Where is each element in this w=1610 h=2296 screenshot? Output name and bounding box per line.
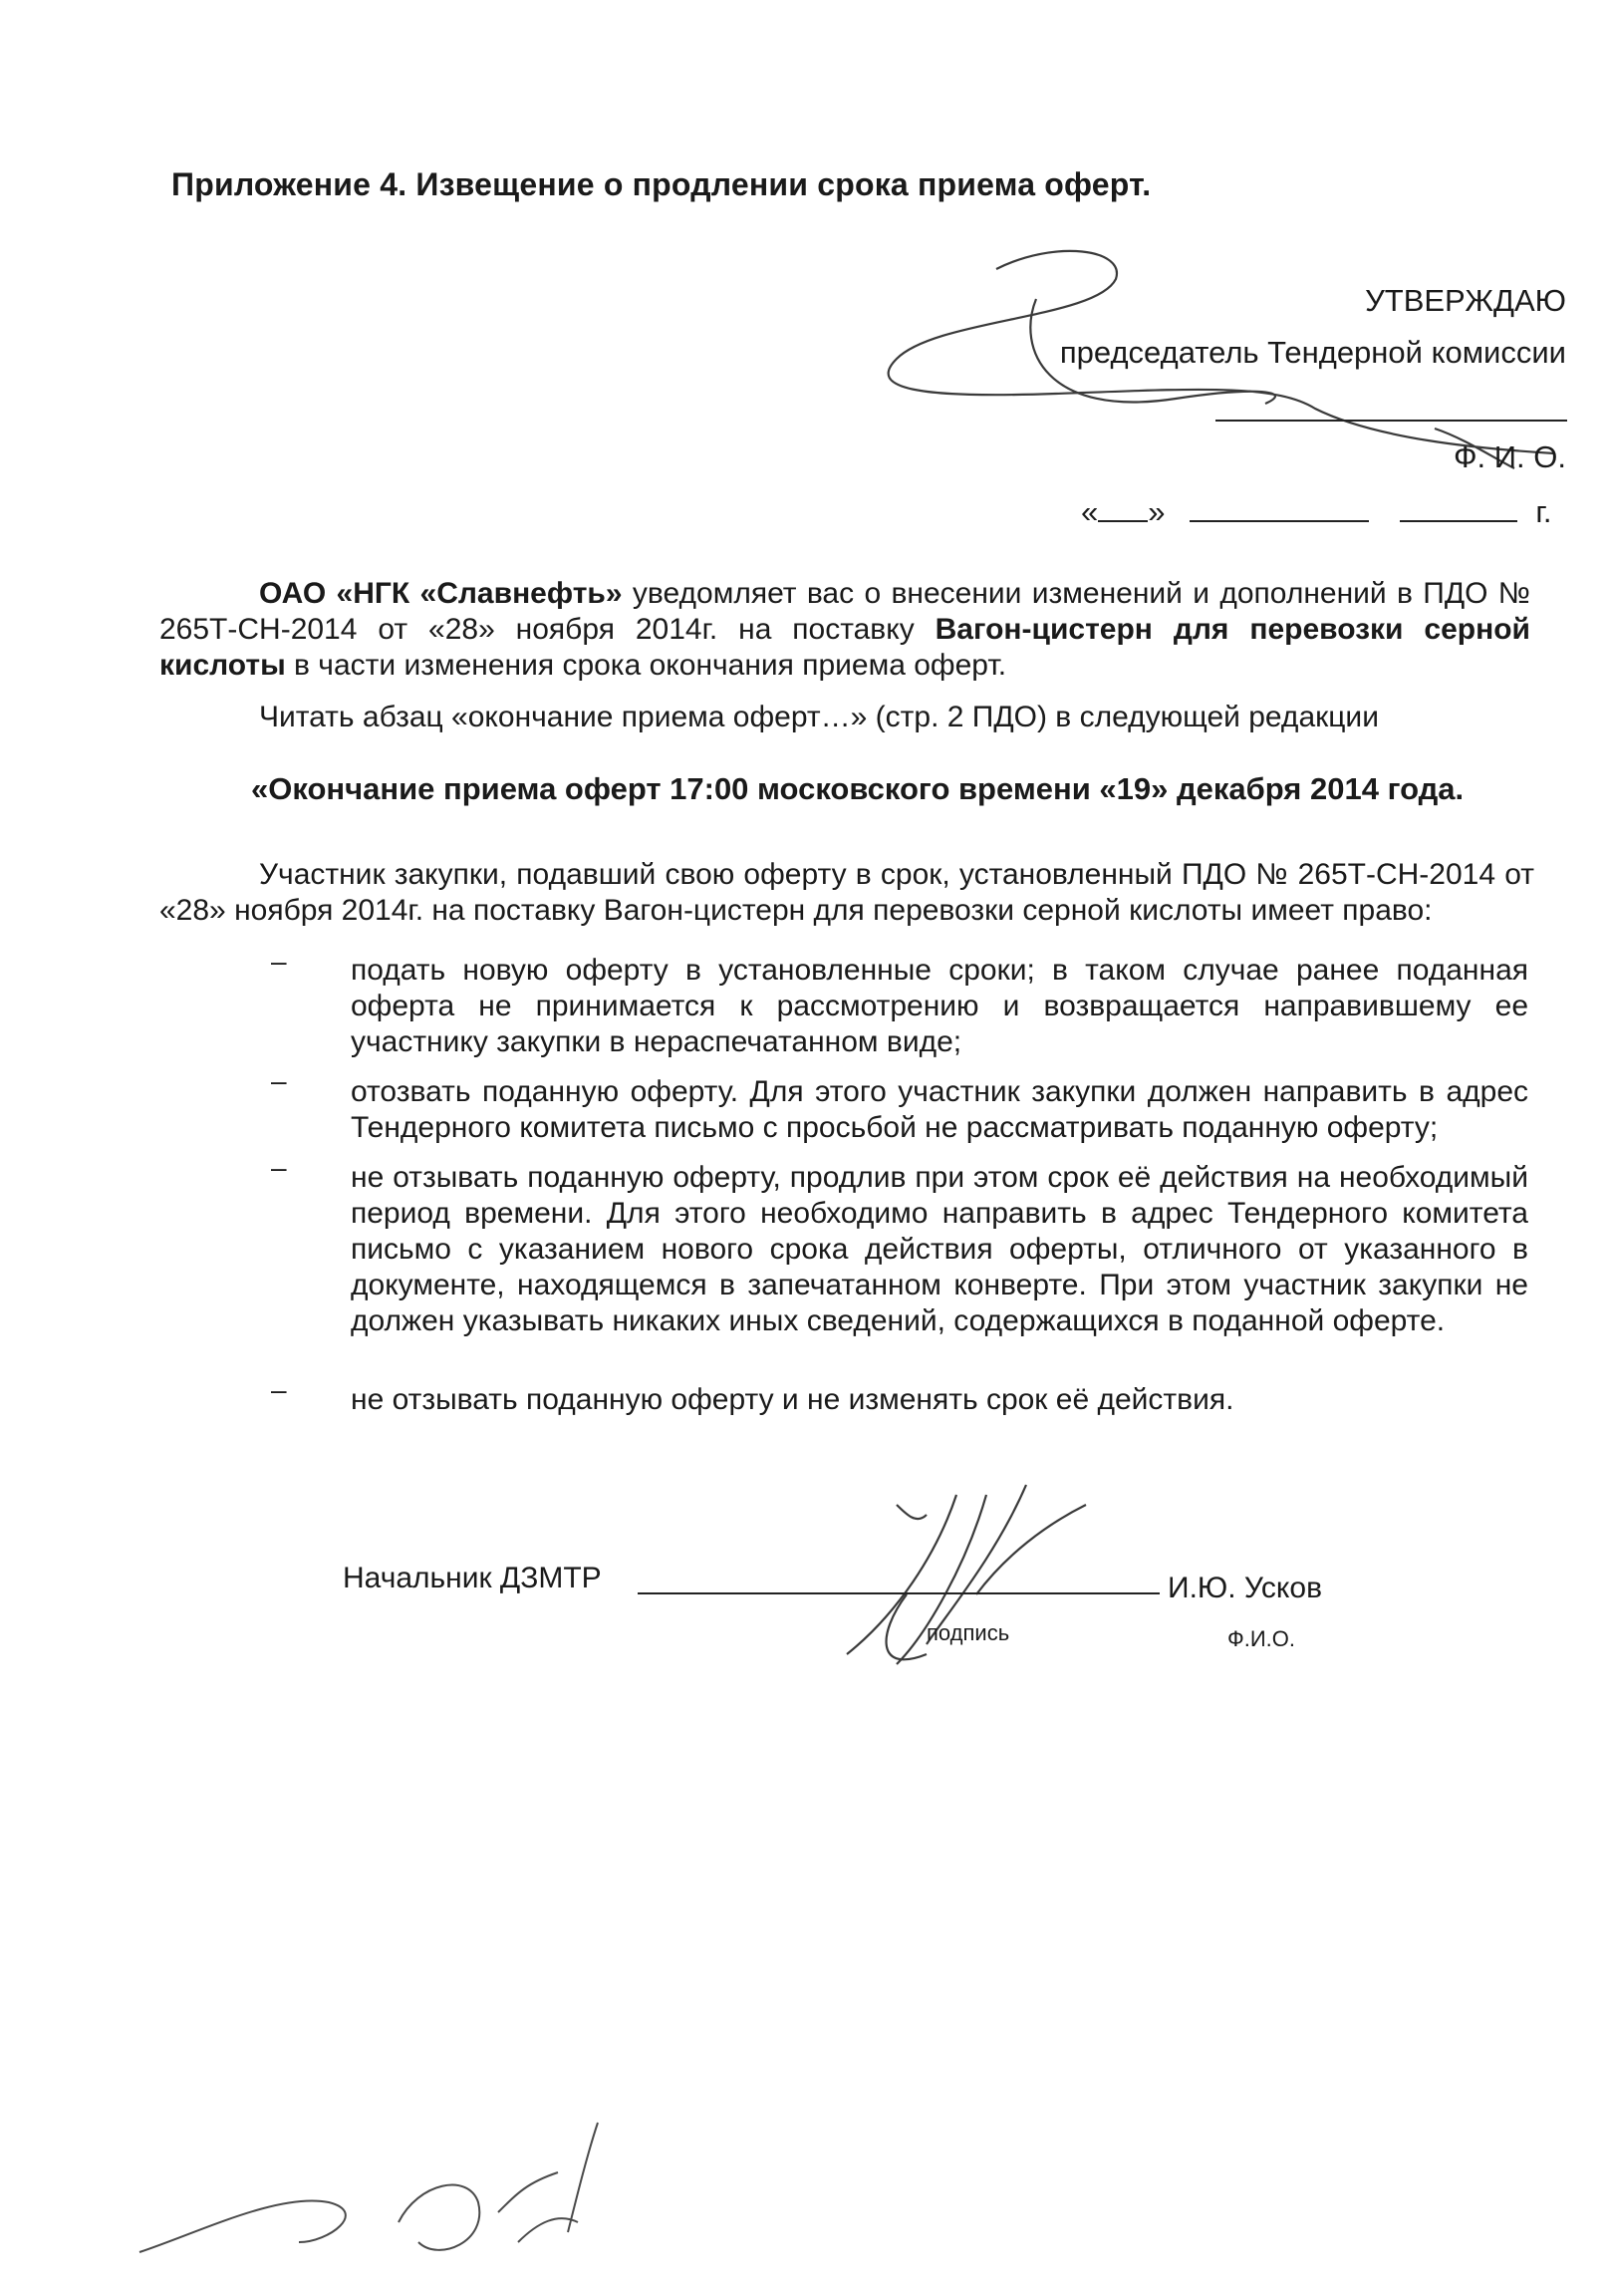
option-item: отозвать поданную оферту. Для этого участник закупки должен направить в адрес Тендерного комитета письмо с просьбой не рассматривать поданную оферту; [351,1075,1528,1144]
approval-position: председатель Тендерной комиссии [1059,335,1566,370]
intro-paragraph [159,576,1530,684]
intro-text-1: уведомляет вас о внесении изменений и дополнений в ПДО № 265Т-СН-2014 от «28» ноября 2014г. на поставку [159,577,1530,646]
fio-caption: Ф.И.О. [1227,1626,1295,1651]
intro-subject: Вагон-цистерн для перевозки серной кислоты [159,613,1530,682]
date-year-blank [1400,492,1517,522]
approval-heading: УТВЕРЖДАЮ [1365,283,1566,318]
date-close-quote: » [1148,494,1166,529]
option-item: не отзывать поданную оферту и не изменять срок её действия. [351,1383,1234,1416]
approval-date-line [1081,492,1552,531]
date-open-quote: « [1081,494,1099,529]
approval-signature-line [1215,420,1567,422]
corner-initials [139,2123,598,2252]
date-month-blank [1190,492,1369,522]
signer-name: И.Ю. Усков [1168,1572,1323,1604]
intro-text-2: в части изменения срока окончания приема оферт. [285,649,1007,682]
participant-paragraph [159,857,1534,929]
date-day-blank [1098,492,1148,522]
signature-caption: подпись [927,1620,1010,1645]
date-year-suffix: г. [1535,494,1552,529]
document-title: Приложение 4. Извещение о продлении срока приема оферт. [171,166,1152,202]
option-dash: – [271,1374,287,1405]
participant-text: Участник закупки, подавший свою оферту в срок, установленный ПДО № 265Т-СН-2014 от «28» ноября 2014г. на поставку Вагон-цистерн для перевозки серной кислоты имеет право: [159,858,1534,927]
read-paragraph: Читать абзац «окончание приема оферт…» (стр. 2 ПДО) в следующей редакции [259,701,1379,733]
deadline-statement: «Окончание приема оферт 17:00 московского времени «19» декабря 2014 года. [251,771,1465,806]
option-dash: – [271,946,287,977]
option-item: подать новую оферту в установленные сроки; в таком случае ранее поданная оферта не принимается к рассмотрению и возвращается направившему ее участнику закупки в нераспечатанном виде; [351,954,1528,1058]
approval-fio-label: Ф. И. О. [1453,439,1566,474]
option-dash: – [271,1152,287,1183]
signer-position: Начальник ДЗМТР [343,1562,602,1594]
option-dash: – [271,1065,287,1096]
intro-org: ОАО «НГК «Славнефть» [259,577,623,610]
signature-line [638,1592,1160,1594]
option-item: не отзывать поданную оферту, продлив при этом срок её действия на необходимый период времени. Для этого необходимо направить в адрес Тендерного комитета письмо с указанием нового срока действия оферты, отличного от указанного в документе, находящемся в запечатанном конверте. При этом участник закупки не должен указывать никаких иных сведений, содержащихся в поданной оферте. [351,1161,1528,1337]
